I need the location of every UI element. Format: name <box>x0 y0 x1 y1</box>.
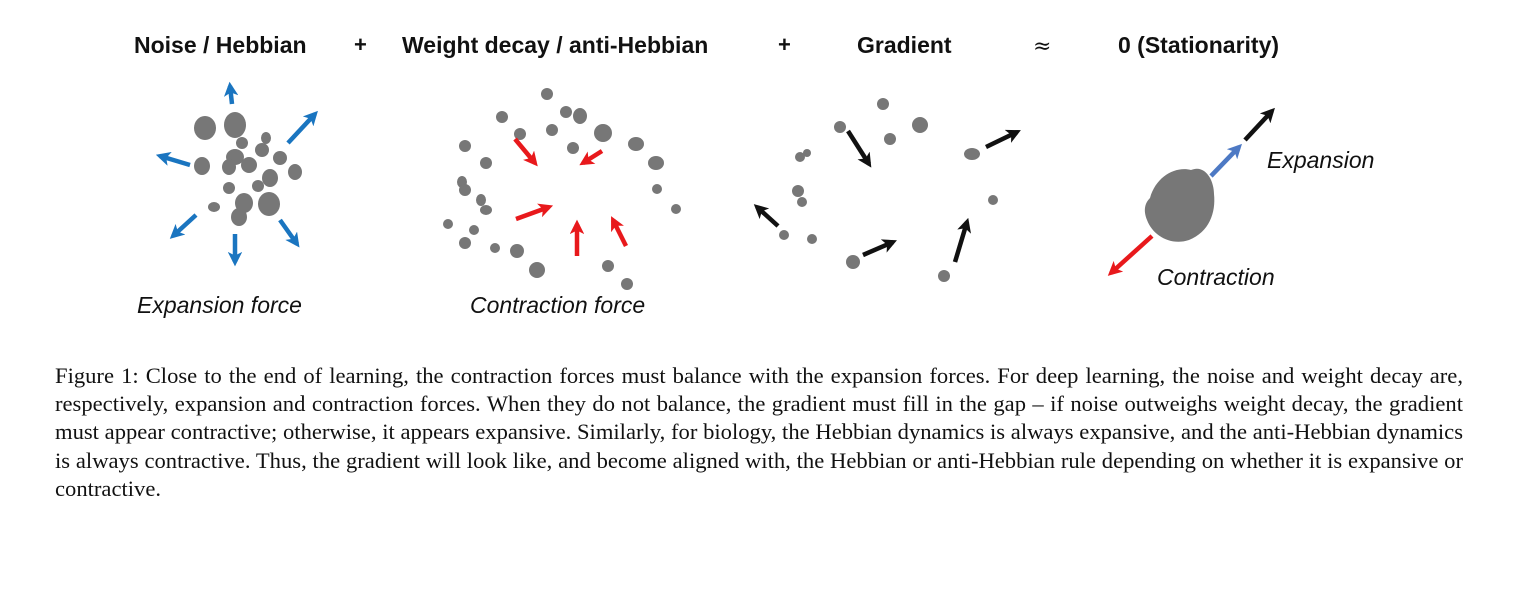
contraction-arrows <box>515 139 626 256</box>
header-term-stationarity: 0 (Stationarity) <box>1118 32 1280 58</box>
decay-ring <box>443 88 681 290</box>
header-term-gradient: Gradient <box>857 32 952 58</box>
plus-sign: + <box>354 32 367 57</box>
approx-sign: ≈ <box>1033 34 1052 59</box>
contraction-label: Contraction <box>1157 264 1275 290</box>
contraction-arrow <box>1111 236 1152 273</box>
expansion-arrow-outer <box>1245 111 1272 140</box>
expansion-force-label: Expansion force <box>137 292 302 318</box>
expansion-arrow <box>1211 147 1239 176</box>
stationary-blob <box>1145 169 1214 242</box>
header-term-noise-hebbian: Noise / Hebbian <box>134 32 307 58</box>
plus-sign: + <box>778 32 791 57</box>
figure-caption: Figure 1: Close to the end of learning, the contraction forces must balance with the expansion forces. For deep learning, the noise and weight decay are, respectively, expansion and contraction forces. When they do not balance, the gradient must fill in the gap – if noise outweighs weight decay, the gradient must appear contractive; otherwise, it appears expansive. Similarly, for biology, the Hebbian dynamics is always expansive, and the anti-Hebbian dynamics is always contractive. Thus, the gradient will look like, and become aligned with, the Hebbian or anti-Hebbian rule depending on whether it is expansive or contractive. <box>55 363 1463 501</box>
contraction-force-label: Contraction force <box>470 292 646 318</box>
header-term-weight-decay: Weight decay / anti-Hebbian <box>402 32 709 58</box>
gradient-points <box>779 98 998 282</box>
expansion-label: Expansion <box>1267 147 1375 173</box>
noise-cluster <box>194 112 302 226</box>
